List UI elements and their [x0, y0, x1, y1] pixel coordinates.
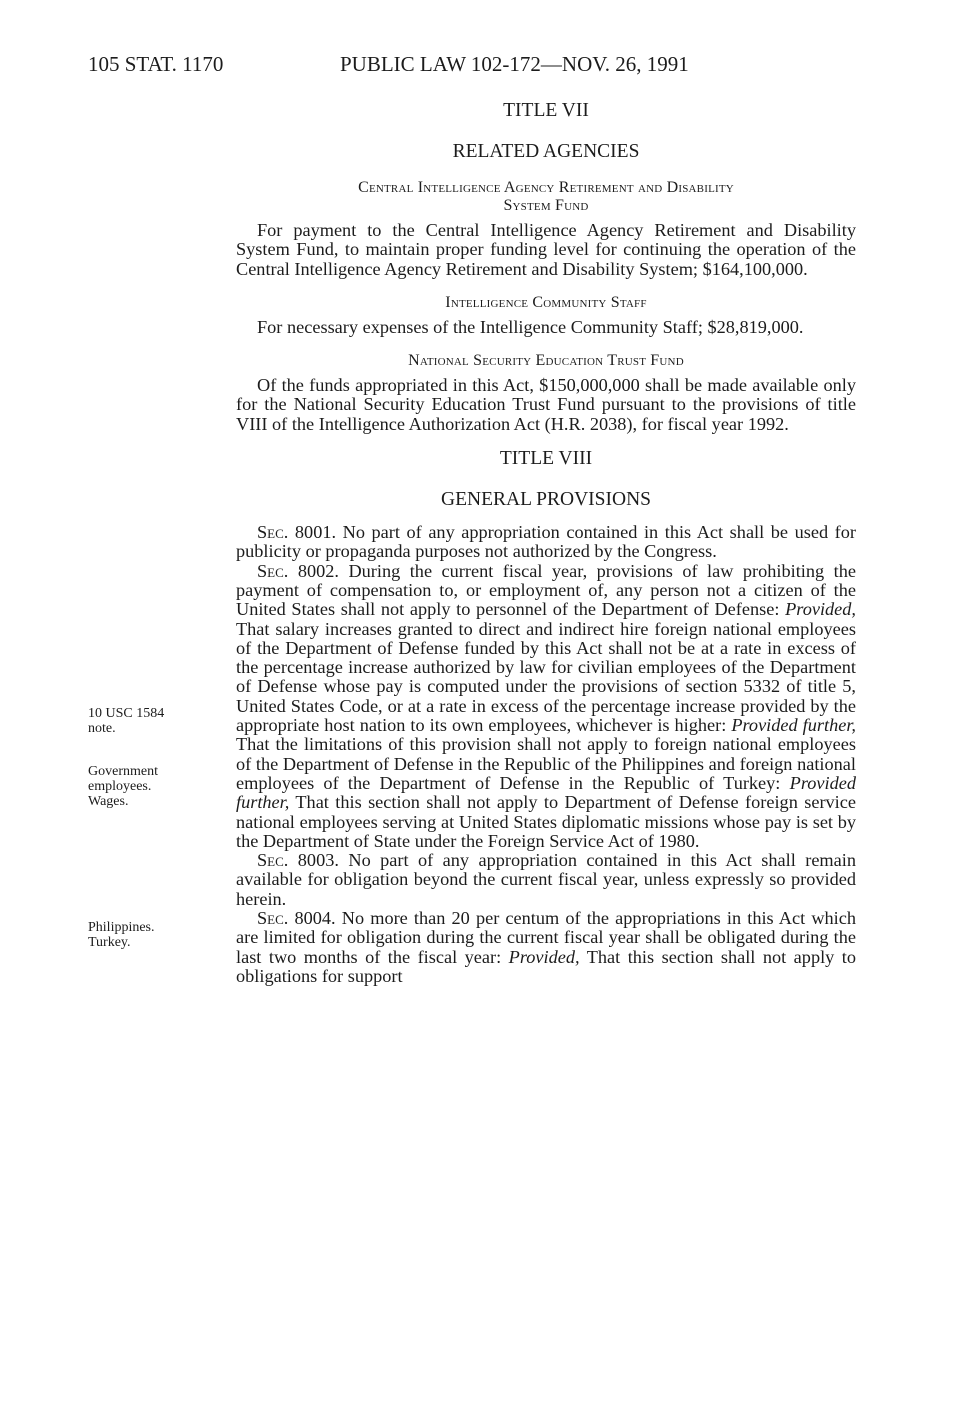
general-provisions-heading: GENERAL PROVISIONS: [441, 489, 651, 511]
section-8004-label: Sec. 8004.: [257, 908, 336, 929]
document-body: [236, 100, 856, 986]
section-8002-provided-further-2: Provided further,: [236, 772, 856, 813]
related-agencies-heading: RELATED AGENCIES: [452, 141, 640, 162]
margin-note-usc: 10 USC 1584 note.: [88, 706, 165, 736]
cia-fund-heading-cont: System Fund: [503, 197, 589, 214]
cia-fund-paragraph: For payment to the Central Intelligence Agency Retirement and Disability System Fund, to maintain proper funding level for continuing the operation of the Central Intelligence Agency Retirement and Disability System; $164,100,000.: [236, 220, 856, 279]
section-8002-provided-further: Provided further,: [731, 715, 856, 736]
title-vii-heading: TITLE VII: [503, 100, 589, 121]
margin-note-government-employees: Government employees. Wages.: [88, 764, 158, 809]
section-8002: [236, 562, 856, 851]
community-staff-paragraph: For necessary expenses of the Intelligence Community Staff; $28,819,000.: [257, 316, 804, 337]
title-viii-heading: TITLE VIII: [499, 448, 593, 470]
public-law-citation: PUBLIC LAW 102-172—NOV. 26, 1991: [340, 52, 689, 76]
section-8003-label: Sec. 8003.: [257, 850, 339, 871]
section-8002-text-b: That salary increases granted to direct and indirect hire foreign national employees of the Department of Defense funded by this Act shall not be at a rate in excess of the percentage increase authorized by law for civilian employees of the Department of Defense whose pay is computed under the provisions of section 5332 of title 5, United States Code, or at a rate in excess of the percentage increase provided by the appropriate host nation to its own employees, whichever is higher:: [236, 618, 856, 736]
cia-fund-heading: Central Intelligence Agency Retirement and Disability: [358, 179, 734, 196]
section-8001: [236, 523, 856, 562]
section-8004-text-b: That this section shall not apply to obligations for support: [236, 946, 856, 986]
education-fund-heading: National Security Education Trust Fund: [408, 352, 684, 370]
section-8003: [236, 851, 856, 909]
running-head: [0, 52, 953, 82]
section-8004-text-a: No more than 20 per centum of the appropriations in this Act which are limited for obligation during the current fiscal year shall be obligated during the last two months of the fiscal year:: [236, 908, 856, 967]
section-8002-label: Sec. 8002.: [257, 560, 339, 581]
community-staff-heading: Intelligence Community Staff: [445, 293, 647, 311]
education-fund-paragraph: Of the funds appropriated in this Act, $150,000,000 shall be made available only for the National Security Education Trust Fund pursuant to the provisions of title VIII of the Intelligence Authorization Act (H.R. 2038), for fiscal year 1992.: [236, 375, 856, 434]
section-8002-text-d: That this section shall not apply to Department of Defense foreign service national employees serving at United States diplomatic missions whose pay is set by the Department of State under the Foreign Service Act of 1980.: [236, 792, 856, 851]
margin-note-countries: Philippines. Turkey.: [88, 920, 155, 950]
section-8002-provided: Provided,: [785, 599, 856, 620]
section-8001-text: No part of any appropriation contained in this Act shall be used for publicity or propaganda purposes not authorized by the Congress.: [236, 522, 856, 562]
section-8004-provided: Provided,: [508, 946, 580, 967]
section-8001-label: Sec. 8001.: [257, 522, 337, 543]
section-8002-text-a: During the current fiscal year, provisions of law prohibiting the payment of compensation to, or employment of, any person not a citizen of the United States shall not apply to personnel of the Department of Defense:: [236, 560, 856, 620]
section-8004: [236, 909, 856, 986]
stat-page-number: 105 STAT. 1170: [88, 52, 224, 76]
section-8003-text: No part of any appropriation contained in this Act shall remain available for obligation beyond the current fiscal year, unless expressly so provided herein.: [236, 850, 856, 909]
section-8002-text-c: That the limitations of this provision shall not apply to foreign national employees of the Department of Defense in the Republic of the Philippines and foreign national employees of the Department of Defense in the Republic of Turkey:: [236, 734, 856, 793]
